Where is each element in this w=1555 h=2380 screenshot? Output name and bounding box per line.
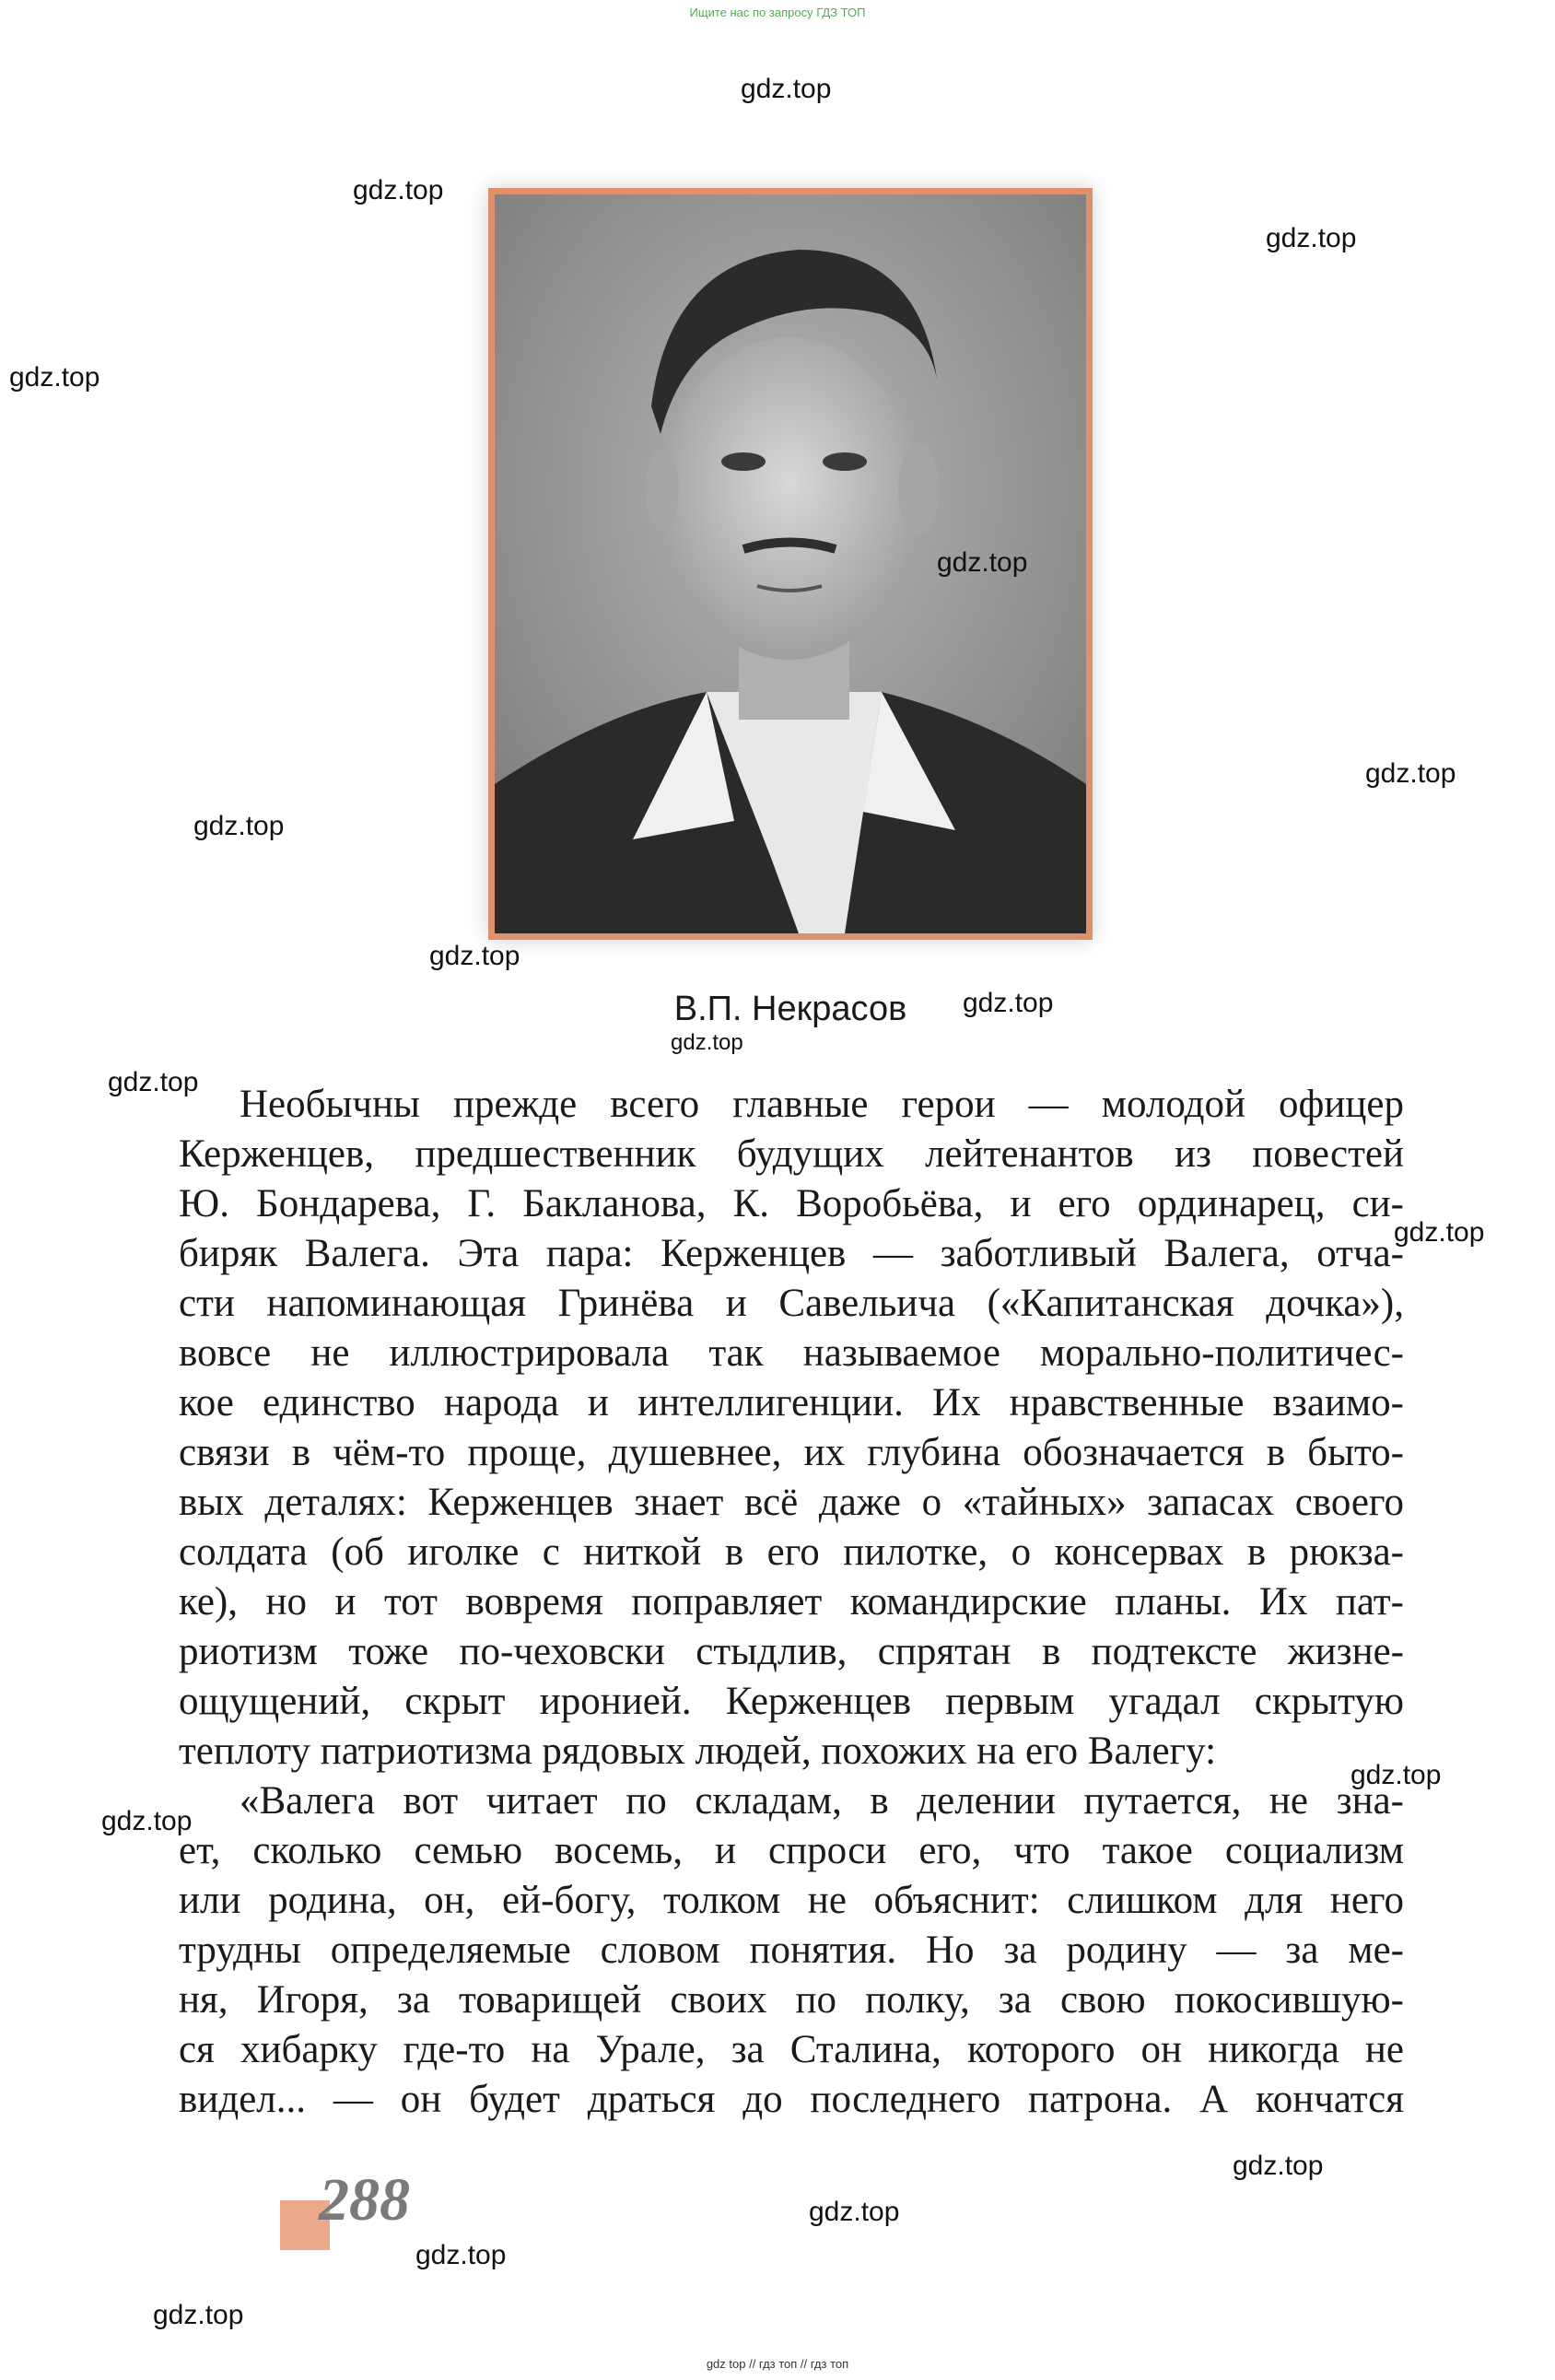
text-line: сти напоминающая Гринёва и Савельича («Капитанская дочка»), <box>179 1282 1404 1325</box>
text-line: «Валега вот читает по складам, в делении путается, не зна- <box>240 1779 1404 1823</box>
text-line: видел... — он будет драться до последнего патрона. А кончатся <box>179 2078 1404 2121</box>
watermark-text: gdz.top <box>937 547 1028 578</box>
text-line: Ю. Бондарева, Г. Бакланова, К. Воробьёва, и его ординарец, си- <box>179 1182 1404 1225</box>
text-line: ке), но и тот вовремя поправляет командирские планы. Их пат- <box>179 1580 1404 1624</box>
watermark-text: gdz.top <box>429 941 520 971</box>
watermark-text: gdz.top <box>153 2300 244 2330</box>
watermark-text: gdz.top <box>193 811 285 841</box>
text-line: ощущений, скрыт иронией. Керженцев первым угадал скрытую <box>179 1680 1404 1723</box>
watermark-text: gdz.top <box>415 2240 507 2270</box>
watermark-text: gdz.top <box>108 1067 199 1097</box>
text-line: биряк Валега. Эта пара: Керженцев — заботливый Валега, отча- <box>179 1232 1404 1275</box>
header-note: Ищите нас по запросу ГДЗ ТОП <box>689 6 866 19</box>
footer-note: gdz top // гдз топ // гдз топ <box>706 2357 849 2371</box>
watermark-text: gdz.top <box>1266 223 1357 253</box>
watermark-text: gdz.top <box>1350 1760 1442 1790</box>
paragraph-2 <box>179 1776 1404 2125</box>
text-line: ет, сколько семью восемь, и спроси его, что такое социализм <box>179 1829 1404 1872</box>
watermark-text: gdz.top <box>741 74 832 104</box>
watermark-text: gdz.top <box>809 2197 900 2227</box>
body-text <box>179 1080 1404 2125</box>
photo-caption: В.П. Некрасов <box>673 990 907 1028</box>
text-line: ся хибарку где-то на Урале, за Сталина, которого он никогда не <box>179 2028 1404 2071</box>
text-line: связи в чём-то проще, душевнее, их глубина обозначается в быто- <box>179 1431 1404 1474</box>
text-line: риотизм тоже по-чеховски стыдлив, спрятан в подтексте жизне- <box>179 1630 1404 1673</box>
page-number: 288 <box>319 2166 410 2233</box>
text-line: трудны определяемые словом понятия. Но за родину — за ме- <box>179 1929 1404 1972</box>
watermark-text: gdz.top <box>101 1806 193 1836</box>
text-line: ня, Игоря, за товарищей своих по полку, за свою покосившую- <box>179 1978 1404 2022</box>
watermark-text: gdz.top <box>9 362 100 393</box>
text-line: Необычны прежде всего главные герои — молодой офицер <box>240 1083 1404 1126</box>
text-line: вых деталях: Керженцев знает всё даже о «тайных» запасах своего <box>179 1481 1404 1524</box>
text-line: солдата (об иголке с ниткой в его пилотке, о консервах в рюкза- <box>179 1530 1404 1574</box>
watermark-text: gdz.top <box>1365 758 1456 789</box>
text-line: вовсе не иллюстрировала так называемое морально-политичес- <box>179 1331 1404 1375</box>
watermark-text: gdz.top <box>1394 1217 1485 1248</box>
watermark-text: gdz.top <box>353 175 444 205</box>
text-line: кое единство народа и интеллигенции. Их нравственные взаимо- <box>179 1381 1404 1424</box>
text-line: Керженцев, предшественник будущих лейтенантов из повестей <box>179 1132 1404 1176</box>
paragraph-1 <box>179 1080 1404 1776</box>
watermark-text: gdz.top <box>671 1030 743 1055</box>
text-line: теплоту патриотизма рядовых людей, похожих на его Валегу: <box>179 1729 1217 1773</box>
watermark-text: gdz.top <box>963 988 1054 1018</box>
watermark-text: gdz.top <box>1233 2151 1324 2181</box>
text-line: или родина, он, ей-богу, толком не объяснит: слишком для него <box>179 1879 1404 1922</box>
